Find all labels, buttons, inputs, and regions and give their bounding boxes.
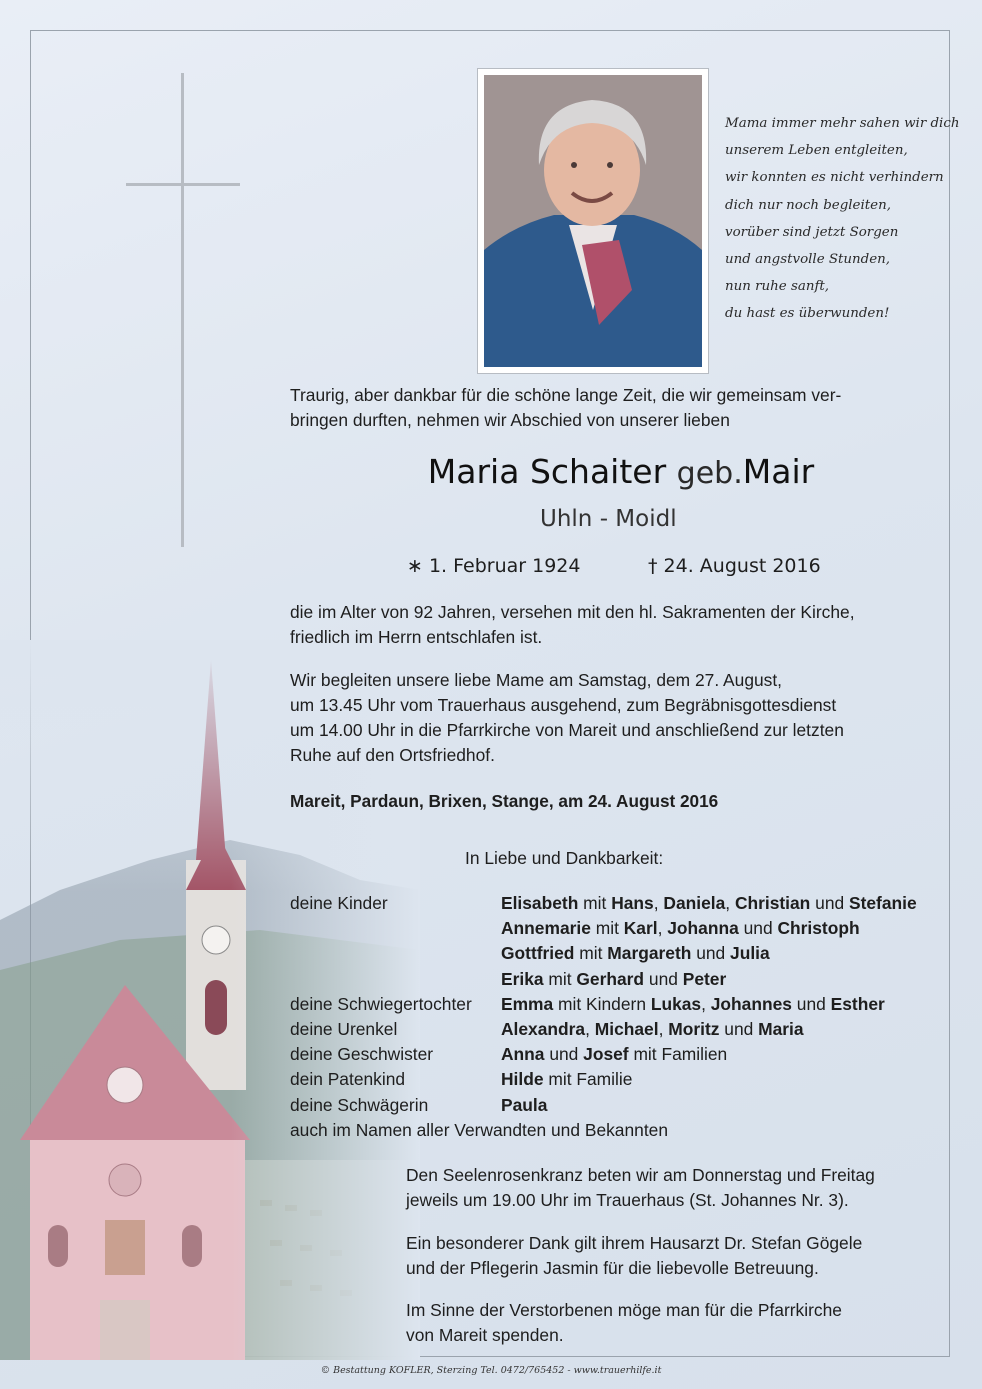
name-first: Maria Schaiter <box>427 452 667 491</box>
poem-line: nun ruhe sanft, <box>725 279 830 295</box>
paragraph-age <box>290 600 855 650</box>
family-member-name: Hilde <box>501 1069 544 1090</box>
family-names <box>501 891 917 1118</box>
family-connector: und <box>691 943 731 964</box>
family-connector: mit Familien <box>628 1044 728 1065</box>
family-connector: , <box>725 893 735 913</box>
footer-credit: © Bestattung KOFLER, Sterzing Tel. 0472/765452 - www.trauerhilfe.it <box>320 1365 662 1376</box>
family-label: deine Geschwister <box>290 1044 434 1065</box>
family-member-name: Emma <box>501 993 554 1014</box>
poem-line: und angstvolle Stunden, <box>725 251 891 267</box>
family-member-name: Paula <box>501 1094 548 1115</box>
intro-line: Traurig, aber dankbar für die schöne lange Zeit, die wir gemeinsam ver- <box>290 385 842 405</box>
family-label: deine Kinder <box>290 893 388 913</box>
family-member-name: Michael <box>594 1019 659 1040</box>
poem <box>725 116 965 334</box>
also-relatives: auch im Namen aller Verwandten und Bekannten <box>290 1120 668 1140</box>
family-member-name: Alexandra <box>501 1019 586 1040</box>
paragraph-line: um 13.45 Uhr vom Trauerhaus ausgehend, zum Begräbnisgottesdienst <box>290 695 837 715</box>
family-member-name: Johanna <box>667 918 739 939</box>
portrait-photo <box>484 75 702 367</box>
paragraph-donation <box>406 1298 842 1348</box>
cross-icon-bar <box>126 183 240 186</box>
paragraph-line: die im Alter von 92 Jahren, versehen mit den hl. Sakramenten der Kirche, <box>290 602 855 622</box>
family-member-name: Peter <box>682 968 727 989</box>
family-member-name: Stefanie <box>849 893 917 913</box>
poem-line: unserem Leben entgleiten, <box>725 143 908 159</box>
family-member-name: Anna <box>501 1044 545 1065</box>
family-member-name: Maria <box>758 1019 804 1040</box>
family-connector: , <box>701 993 711 1014</box>
paragraph-line: jeweils um 19.00 Uhr im Trauerhaus (St. Johannes Nr. 3). <box>406 1190 849 1210</box>
family-member-name: Daniela <box>663 893 726 913</box>
family-connector: und <box>644 968 683 989</box>
family-connector: mit <box>543 968 577 989</box>
family-connector: mit <box>578 893 612 913</box>
portrait-frame <box>477 68 709 374</box>
family-names-row <box>501 967 917 992</box>
family-member-name: Julia <box>730 943 770 964</box>
family-connector: mit <box>574 943 608 964</box>
family-connector: mit Familie <box>543 1069 633 1090</box>
family-member-name: Hans <box>611 893 654 913</box>
family-member-name: Josef <box>583 1044 629 1065</box>
death-date: † 24. August 2016 <box>648 555 821 577</box>
poem-line: vorüber sind jetzt Sorgen <box>725 224 899 240</box>
family-member-name: Gottfried <box>501 943 575 964</box>
family-names-row <box>501 1093 917 1118</box>
family-connector: , <box>653 893 664 913</box>
family-names-row <box>501 916 917 941</box>
family-connector: und <box>719 1019 759 1040</box>
paragraph-gratitude <box>406 1231 862 1281</box>
paragraph-funeral <box>290 668 844 768</box>
family-names-row <box>501 1017 917 1042</box>
place-date: Mareit, Pardaun, Brixen, Stange, am 24. August 2016 <box>290 791 719 811</box>
family-member-name: Esther <box>830 993 885 1014</box>
birth-date: ∗ 1. Februar 1924 <box>407 555 581 577</box>
family-label <box>290 941 472 966</box>
poem-line: Mama immer mehr sahen wir dich <box>725 116 960 131</box>
nickname: Uhln - Moidl <box>540 506 677 532</box>
family-connector: , <box>657 918 668 939</box>
poem-line: wir konnten es nicht verhindern <box>725 170 944 186</box>
name-maiden: Mair <box>742 452 815 491</box>
paragraph-line: von Mareit spenden. <box>406 1325 564 1345</box>
family-connector: , <box>658 1019 669 1040</box>
paragraph-line: friedlich im Herrn entschlafen ist. <box>290 627 543 647</box>
family-member-name: Gerhard <box>576 968 645 989</box>
family-member-name: Annemarie <box>501 918 591 939</box>
family-member-name: Christoph <box>777 918 860 939</box>
family-connector: mit <box>590 918 624 939</box>
name-geb: geb. <box>676 456 743 491</box>
family-connector: und <box>810 893 849 913</box>
paragraph-line: Wir begleiten unsere liebe Mame am Samstag, dem 27. August, <box>290 670 783 690</box>
family-connector: , <box>585 1019 595 1040</box>
family-member-name: Johannes <box>710 993 792 1014</box>
family-names-row <box>501 992 917 1017</box>
paragraph-line: Ruhe auf den Ortsfriedhof. <box>290 745 495 765</box>
family-connector: und <box>544 1044 584 1065</box>
family-label: deine Schwiegertochter <box>290 993 472 1014</box>
family-connector: und <box>791 993 831 1014</box>
deceased-name <box>0 452 982 491</box>
paragraph-rosary <box>406 1163 875 1213</box>
family-member-name: Erika <box>501 968 544 989</box>
intro-line: bringen durften, nehmen wir Abschied von unserer lieben <box>290 410 730 430</box>
intro-text <box>290 383 841 433</box>
paragraph-line: und der Pflegerin Jasmin für die liebevolle Betreuung. <box>406 1258 819 1278</box>
family-names-row <box>501 891 917 916</box>
poem-line: dich nur noch begleiten, <box>725 197 891 213</box>
family-names-row <box>501 1067 917 1092</box>
family-names-row <box>501 941 917 966</box>
family-connector: und <box>738 918 778 939</box>
family-label: deine Schwägerin <box>290 1094 429 1115</box>
thanks-heading: In Liebe und Dankbarkeit: <box>465 848 664 868</box>
family-member-name: Christian <box>734 893 811 913</box>
poem-line: du hast es überwunden! <box>725 306 890 322</box>
family-label: dein Patenkind <box>290 1069 406 1090</box>
family-member-name: Lukas <box>650 993 702 1014</box>
paragraph-line: Im Sinne der Verstorbenen möge man für die Pfarrkirche <box>406 1300 842 1320</box>
family-label: deine Urenkel <box>290 1019 398 1040</box>
paragraph-line: Ein besonderer Dank gilt ihrem Hausarzt Dr. Stefan Gögele <box>406 1233 863 1253</box>
family-member-name: Karl <box>623 918 658 939</box>
paragraph-line: Den Seelenrosenkranz beten wir am Donnerstag und Freitag <box>406 1165 875 1185</box>
family-labels <box>290 891 472 1118</box>
family-label <box>290 967 472 992</box>
family-connector: mit Kindern <box>553 993 651 1014</box>
family-label <box>290 916 472 941</box>
family-member-name: Elisabeth <box>501 893 579 913</box>
paragraph-line: um 14.00 Uhr in die Pfarrkirche von Mareit und anschließend zur letzten <box>290 720 844 740</box>
family-names-row <box>501 1042 917 1067</box>
family-member-name: Moritz <box>668 1019 720 1040</box>
family-member-name: Margareth <box>607 943 692 964</box>
